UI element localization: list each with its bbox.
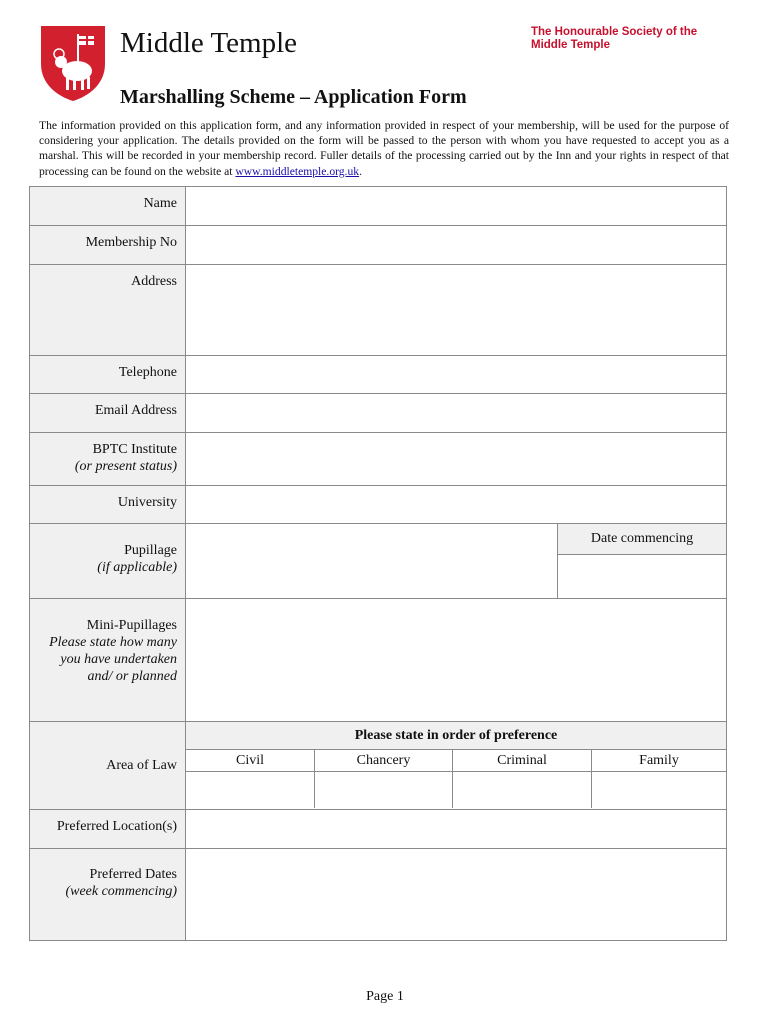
mini-pupillages-sublabel: Please state how many you have undertaken and/ or planned <box>49 635 177 684</box>
address-label: Address <box>30 265 186 356</box>
application-form-table <box>29 186 727 941</box>
telephone-label: Telephone <box>30 356 186 394</box>
row-area-of-law <box>30 722 727 810</box>
law-col-chancery: Chancery <box>315 750 453 771</box>
row-membership-no <box>30 226 727 265</box>
preferred-dates-label: Preferred Dates (week commencing) <box>30 849 186 941</box>
name-label: Name <box>30 187 186 226</box>
row-telephone <box>30 356 727 394</box>
chancery-preference-field[interactable] <box>315 772 453 808</box>
civil-preference-field[interactable] <box>186 772 315 808</box>
bptc-field[interactable] <box>186 433 727 486</box>
email-label: Email Address <box>30 394 186 433</box>
mini-pupillages-field[interactable] <box>186 599 727 722</box>
brand-title: Middle Temple <box>120 27 298 59</box>
row-name <box>30 187 727 226</box>
membership-no-label: Membership No <box>30 226 186 265</box>
law-col-civil: Civil <box>186 750 315 771</box>
name-field[interactable] <box>186 187 727 226</box>
university-field[interactable] <box>186 486 727 524</box>
membership-no-field[interactable] <box>186 226 727 265</box>
mini-pupillages-label: Mini-Pupillages Please state how many you have undertaken and/ or planned <box>30 599 186 722</box>
form-title: Marshalling Scheme – Application Form <box>120 86 467 108</box>
address-field[interactable] <box>186 265 727 356</box>
page-number: Page 1 <box>366 989 404 1004</box>
preferred-dates-sublabel: (week commencing) <box>65 884 177 899</box>
pupillage-field[interactable] <box>186 524 558 598</box>
pupillage-cell <box>186 524 727 599</box>
row-email <box>30 394 727 433</box>
pupillage-label: Pupillage (if applicable) <box>30 524 186 599</box>
area-of-law-cell <box>186 722 727 810</box>
date-commencing-label: Date commencing <box>558 524 726 555</box>
middle-temple-crest-logo <box>39 24 107 102</box>
preferred-locations-field[interactable] <box>186 810 727 849</box>
row-mini-pupillages <box>30 599 727 722</box>
criminal-preference-field[interactable] <box>453 772 592 808</box>
website-link[interactable]: www.middletemple.org.uk <box>235 164 360 178</box>
bptc-label: BPTC Institute (or present status) <box>30 433 186 486</box>
row-address <box>30 265 727 356</box>
row-bptc <box>30 433 727 486</box>
intro-text: The information provided on this application form, and any information provided in respect of your membership, will be used for the purpose of considering your application. The details provided on the form will be passed to the person with whom you have requested to accept you as a marshal. This will be recorded in your membership record. Fuller details of the processing carried out by the Inn and your rights in respect of that processing can be found on the website at <box>39 119 729 178</box>
intro-paragraph <box>39 118 729 179</box>
bptc-sublabel: (or present status) <box>74 459 177 474</box>
law-col-family: Family <box>592 750 726 771</box>
society-name: The Honourable Society of the Middle Temple <box>531 26 698 51</box>
row-pupillage <box>30 524 727 599</box>
intro-end: . <box>359 164 362 178</box>
preferred-locations-label: Preferred Location(s) <box>30 810 186 849</box>
university-label: University <box>30 486 186 524</box>
date-commencing-field[interactable] <box>558 555 726 598</box>
family-preference-field[interactable] <box>592 772 726 808</box>
row-preferred-locations <box>30 810 727 849</box>
preference-header: Please state in order of preference <box>186 722 726 750</box>
row-preferred-dates <box>30 849 727 941</box>
law-col-criminal: Criminal <box>453 750 592 771</box>
email-field[interactable] <box>186 394 727 433</box>
preferred-dates-field[interactable] <box>186 849 727 941</box>
row-university <box>30 486 727 524</box>
area-of-law-label: Area of Law <box>30 722 186 810</box>
telephone-field[interactable] <box>186 356 727 394</box>
pupillage-sublabel: (if applicable) <box>97 560 177 575</box>
